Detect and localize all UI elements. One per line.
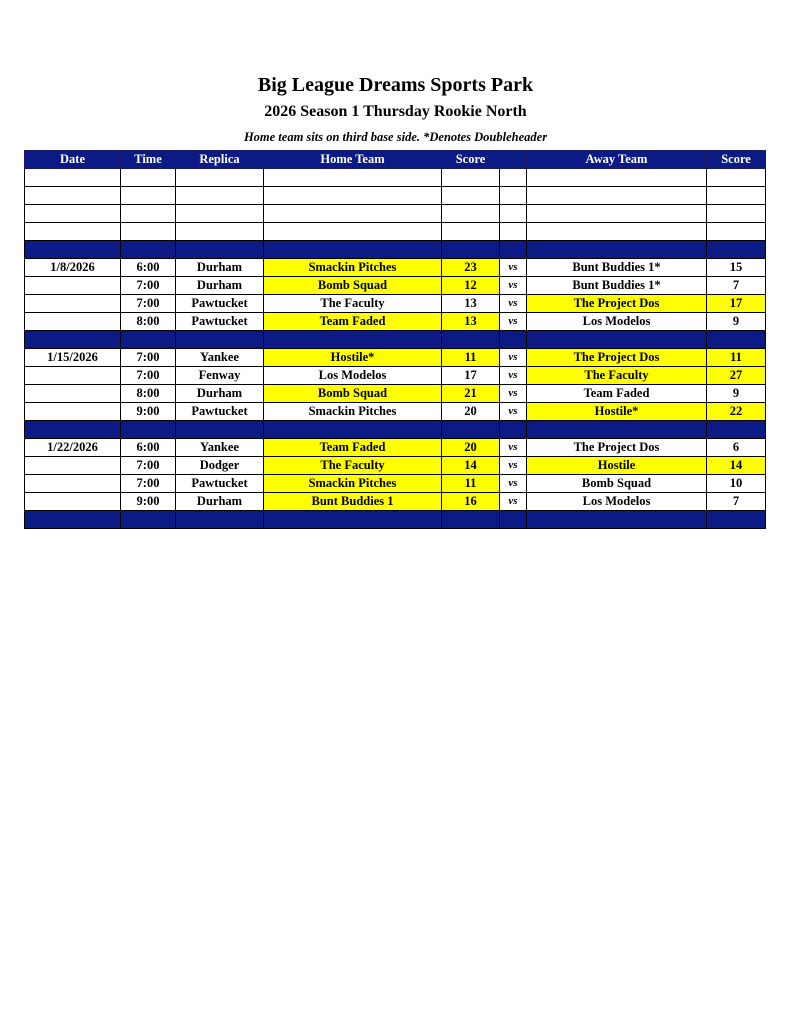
home-score: 11 [442, 349, 500, 367]
vs-label: vs [500, 439, 527, 457]
home-team: Team Faded [264, 439, 442, 457]
game-row [25, 385, 766, 403]
empty-cell [25, 223, 121, 241]
away-score: 27 [707, 367, 766, 385]
away-score: 14 [707, 457, 766, 475]
game-replica: Fenway [176, 367, 264, 385]
game-row [25, 367, 766, 385]
home-team: Smackin Pitches [264, 259, 442, 277]
empty-cell [442, 205, 500, 223]
game-date [25, 367, 121, 385]
empty-cell [264, 241, 442, 259]
game-time: 7:00 [121, 295, 176, 313]
empty-cell [707, 421, 766, 439]
empty-cell [176, 187, 264, 205]
away-score: 7 [707, 277, 766, 295]
game-time: 6:00 [121, 439, 176, 457]
col-header-vs [500, 151, 527, 169]
home-team: The Faculty [264, 457, 442, 475]
game-replica: Durham [176, 385, 264, 403]
empty-cell [500, 205, 527, 223]
empty-cell [442, 331, 500, 349]
col-header-time: Time [121, 151, 176, 169]
game-date [25, 493, 121, 511]
vs-label: vs [500, 295, 527, 313]
away-team: The Project Dos [527, 439, 707, 457]
away-team: Los Modelos [527, 313, 707, 331]
home-score: 13 [442, 295, 500, 313]
game-time: 7:00 [121, 475, 176, 493]
col-header-away-team: Away Team [527, 151, 707, 169]
game-date [25, 277, 121, 295]
game-row [25, 349, 766, 367]
home-team: The Faculty [264, 295, 442, 313]
game-time: 6:00 [121, 259, 176, 277]
home-score: 17 [442, 367, 500, 385]
vs-label: vs [500, 313, 527, 331]
empty-cell [121, 241, 176, 259]
game-replica: Yankee [176, 349, 264, 367]
home-score: 20 [442, 403, 500, 421]
empty-cell [442, 241, 500, 259]
home-team: Bomb Squad [264, 277, 442, 295]
away-team: Bunt Buddies 1* [527, 259, 707, 277]
game-date: 1/8/2026 [25, 259, 121, 277]
empty-cell [25, 187, 121, 205]
empty-cell [707, 187, 766, 205]
empty-cell [442, 421, 500, 439]
game-time: 7:00 [121, 277, 176, 295]
empty-cell [500, 421, 527, 439]
game-replica: Durham [176, 493, 264, 511]
empty-cell [500, 241, 527, 259]
game-time: 8:00 [121, 385, 176, 403]
home-team: Bomb Squad [264, 385, 442, 403]
blank-row [25, 223, 766, 241]
empty-cell [500, 331, 527, 349]
empty-cell [264, 169, 442, 187]
away-score: 9 [707, 385, 766, 403]
game-row [25, 403, 766, 421]
empty-cell [707, 169, 766, 187]
empty-cell [442, 187, 500, 205]
empty-cell [500, 511, 527, 529]
game-date: 1/22/2026 [25, 439, 121, 457]
empty-cell [500, 223, 527, 241]
home-team: Bunt Buddies 1 [264, 493, 442, 511]
away-score: 9 [707, 313, 766, 331]
game-row [25, 475, 766, 493]
empty-cell [264, 187, 442, 205]
empty-cell [25, 421, 121, 439]
game-row [25, 439, 766, 457]
vs-label: vs [500, 457, 527, 475]
game-replica: Durham [176, 259, 264, 277]
game-replica: Dodger [176, 457, 264, 475]
page-title: Big League Dreams Sports Park [257, 74, 534, 96]
separator-band [25, 241, 766, 259]
empty-cell [176, 169, 264, 187]
game-replica: Pawtucket [176, 475, 264, 493]
vs-label: vs [500, 349, 527, 367]
empty-cell [176, 511, 264, 529]
empty-cell [25, 169, 121, 187]
game-time: 9:00 [121, 493, 176, 511]
empty-cell [121, 331, 176, 349]
empty-cell [25, 241, 121, 259]
empty-cell [527, 421, 707, 439]
away-score: 7 [707, 493, 766, 511]
empty-cell [707, 205, 766, 223]
col-header-replica: Replica [176, 151, 264, 169]
game-date [25, 457, 121, 475]
empty-cell [527, 187, 707, 205]
away-team: Hostile [527, 457, 707, 475]
empty-cell [176, 241, 264, 259]
empty-cell [527, 205, 707, 223]
empty-cell [121, 205, 176, 223]
empty-cell [25, 205, 121, 223]
vs-label: vs [500, 475, 527, 493]
home-score: 16 [442, 493, 500, 511]
table-header-row [25, 151, 766, 169]
page-note: Home team sits on third base side. *Denotes Doubleheader [243, 130, 548, 144]
away-team: Los Modelos [527, 493, 707, 511]
away-score: 6 [707, 439, 766, 457]
vs-label: vs [500, 259, 527, 277]
home-team: Los Modelos [264, 367, 442, 385]
game-date [25, 385, 121, 403]
empty-cell [527, 223, 707, 241]
empty-cell [442, 223, 500, 241]
empty-cell [121, 421, 176, 439]
vs-label: vs [500, 493, 527, 511]
game-replica: Pawtucket [176, 403, 264, 421]
game-row [25, 259, 766, 277]
empty-cell [176, 223, 264, 241]
empty-cell [264, 511, 442, 529]
empty-cell [707, 223, 766, 241]
blank-row [25, 169, 766, 187]
game-row [25, 295, 766, 313]
game-time: 8:00 [121, 313, 176, 331]
game-time: 9:00 [121, 403, 176, 421]
empty-cell [527, 241, 707, 259]
away-score: 17 [707, 295, 766, 313]
away-team: Bunt Buddies 1* [527, 277, 707, 295]
empty-cell [121, 187, 176, 205]
vs-label: vs [500, 367, 527, 385]
empty-cell [500, 187, 527, 205]
home-score: 14 [442, 457, 500, 475]
page-subtitle: 2026 Season 1 Thursday Rookie North [264, 103, 527, 120]
empty-cell [176, 421, 264, 439]
home-score: 23 [442, 259, 500, 277]
game-date [25, 313, 121, 331]
away-score: 11 [707, 349, 766, 367]
separator-band [25, 331, 766, 349]
away-team: The Project Dos [527, 349, 707, 367]
away-team: The Faculty [527, 367, 707, 385]
empty-cell [264, 331, 442, 349]
empty-cell [527, 331, 707, 349]
away-score: 22 [707, 403, 766, 421]
game-date [25, 403, 121, 421]
game-replica: Pawtucket [176, 313, 264, 331]
away-team: Bomb Squad [527, 475, 707, 493]
game-time: 7:00 [121, 457, 176, 475]
home-score: 12 [442, 277, 500, 295]
away-team: Hostile* [527, 403, 707, 421]
home-score: 13 [442, 313, 500, 331]
col-header-home-score: Score [442, 151, 500, 169]
blank-row [25, 187, 766, 205]
game-time: 7:00 [121, 367, 176, 385]
empty-cell [264, 223, 442, 241]
empty-cell [442, 169, 500, 187]
game-row [25, 493, 766, 511]
separator-band [25, 511, 766, 529]
away-score: 10 [707, 475, 766, 493]
home-score: 11 [442, 475, 500, 493]
empty-cell [121, 169, 176, 187]
vs-label: vs [500, 277, 527, 295]
empty-cell [176, 205, 264, 223]
empty-cell [121, 223, 176, 241]
empty-cell [176, 331, 264, 349]
empty-cell [121, 511, 176, 529]
empty-cell [707, 511, 766, 529]
game-row [25, 457, 766, 475]
empty-cell [527, 511, 707, 529]
blank-row [25, 205, 766, 223]
empty-cell [707, 241, 766, 259]
empty-cell [442, 511, 500, 529]
away-score: 15 [707, 259, 766, 277]
col-header-date: Date [25, 151, 121, 169]
away-team: The Project Dos [527, 295, 707, 313]
empty-cell [707, 331, 766, 349]
vs-label: vs [500, 385, 527, 403]
game-date [25, 475, 121, 493]
separator-band [25, 421, 766, 439]
home-team: Hostile* [264, 349, 442, 367]
game-row [25, 277, 766, 295]
empty-cell [264, 421, 442, 439]
home-team: Team Faded [264, 313, 442, 331]
game-date [25, 295, 121, 313]
vs-label: vs [500, 403, 527, 421]
home-team: Smackin Pitches [264, 403, 442, 421]
empty-cell [500, 169, 527, 187]
game-replica: Yankee [176, 439, 264, 457]
away-team: Team Faded [527, 385, 707, 403]
game-replica: Durham [176, 277, 264, 295]
col-header-away-score: Score [707, 151, 766, 169]
empty-cell [527, 169, 707, 187]
empty-cell [25, 511, 121, 529]
game-time: 7:00 [121, 349, 176, 367]
home-team: Smackin Pitches [264, 475, 442, 493]
game-date: 1/15/2026 [25, 349, 121, 367]
empty-cell [264, 205, 442, 223]
game-replica: Pawtucket [176, 295, 264, 313]
col-header-home-team: Home Team [264, 151, 442, 169]
game-row [25, 313, 766, 331]
empty-cell [25, 331, 121, 349]
schedule-table [24, 150, 766, 529]
home-score: 20 [442, 439, 500, 457]
home-score: 21 [442, 385, 500, 403]
